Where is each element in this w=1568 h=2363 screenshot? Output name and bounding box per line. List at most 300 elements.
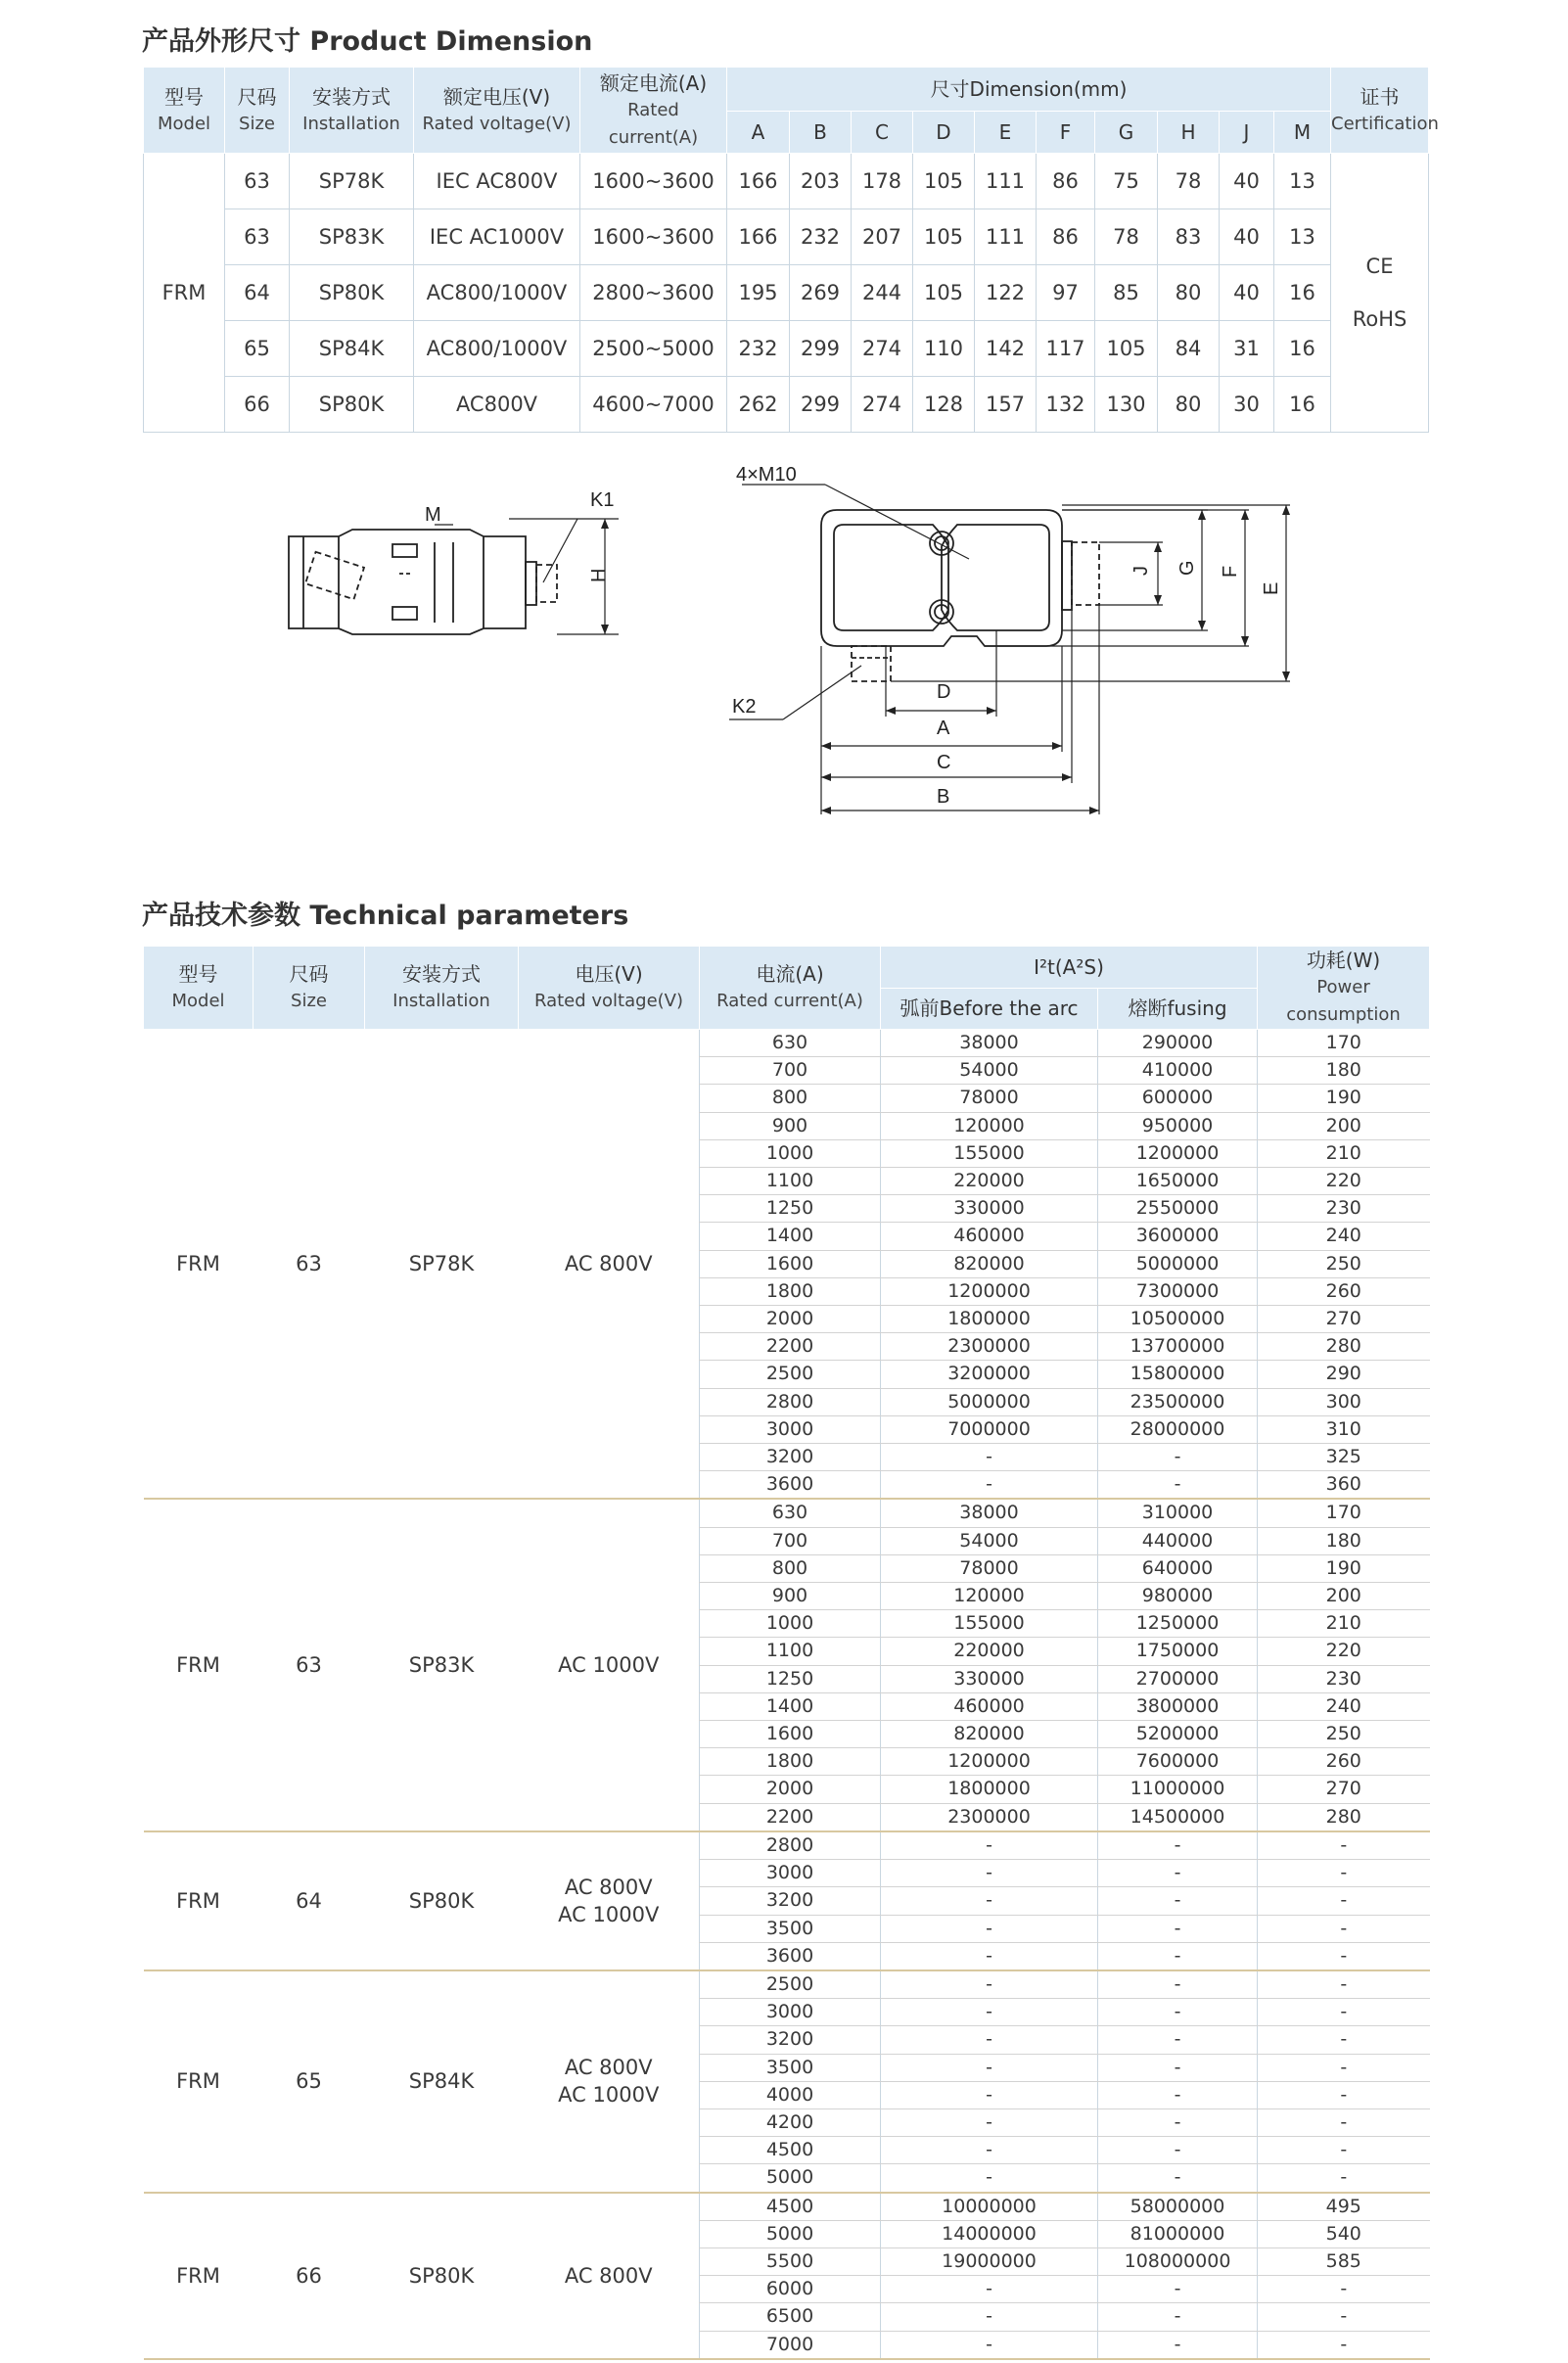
tech-current-cell: 3600 — [700, 1471, 881, 1500]
tech-fusing-cell: 1250000 — [1098, 1610, 1258, 1638]
tech-install-cell: SP80K — [365, 2193, 519, 2359]
dim-size-cell: 63 — [225, 209, 290, 265]
tech-power-cell: 230 — [1258, 1195, 1430, 1223]
dim-header-model: 型号 Model — [144, 68, 225, 154]
dim-value-cell: 105 — [1095, 321, 1158, 377]
tech-power-cell: - — [1258, 2164, 1430, 2193]
tech-fusing-cell: 980000 — [1098, 1583, 1258, 1610]
dim-value-cell: 105 — [913, 209, 975, 265]
label-g: G — [1176, 560, 1198, 576]
dim-value-cell: 269 — [790, 265, 852, 321]
tech-current-cell: 2000 — [700, 1306, 881, 1333]
dim-voltage-cell: IEC AC800V — [414, 154, 580, 209]
dim-col-header: J — [1220, 112, 1274, 154]
dim-col-header: D — [913, 112, 975, 154]
tech-current-cell: 2200 — [700, 1803, 881, 1831]
tech-current-cell: 3200 — [700, 1444, 881, 1471]
tech-power-cell: 180 — [1258, 1527, 1430, 1554]
dim-model-cell: FRM — [144, 154, 225, 433]
tech-power-cell: - — [1258, 2081, 1430, 2108]
tech-fusing-cell: - — [1098, 1887, 1258, 1915]
tech-current-cell: 2500 — [700, 1361, 881, 1388]
dim-install-cell: SP84K — [290, 321, 414, 377]
tech-install-cell: SP83K — [365, 1499, 519, 1830]
tech-power-cell: - — [1258, 1860, 1430, 1887]
tech-power-cell: 290 — [1258, 1361, 1430, 1388]
tech-prearc-cell: 2300000 — [881, 1803, 1098, 1831]
tech-table-row — [144, 1030, 1430, 1057]
tech-fusing-cell: - — [1098, 1471, 1258, 1500]
tech-prearc-cell: - — [881, 1999, 1098, 2026]
dim-value-cell: 299 — [790, 377, 852, 433]
tech-power-cell: 220 — [1258, 1638, 1430, 1665]
dimension-section-title: 产品外形尺寸 Product Dimension — [142, 26, 593, 57]
tech-power-cell: - — [1258, 1999, 1430, 2026]
dim-voltage-cell: IEC AC1000V — [414, 209, 580, 265]
tech-power-cell: 200 — [1258, 1583, 1430, 1610]
dim-install-cell: SP78K — [290, 154, 414, 209]
tech-prearc-cell: - — [881, 1471, 1098, 1500]
tech-prearc-cell: - — [881, 1887, 1098, 1915]
tech-current-cell: 3600 — [700, 1942, 881, 1970]
tech-current-cell: 3500 — [700, 1915, 881, 1942]
tech-power-cell: 250 — [1258, 1250, 1430, 1277]
dim-col-header: C — [852, 112, 913, 154]
dim-col-header: A — [727, 112, 790, 154]
tech-current-cell: 800 — [700, 1554, 881, 1582]
tech-power-cell: 200 — [1258, 1112, 1430, 1139]
tech-current-cell: 6500 — [700, 2303, 881, 2331]
tech-current-cell: 900 — [700, 1112, 881, 1139]
tech-prearc-cell: 820000 — [881, 1250, 1098, 1277]
dim-value-cell: 75 — [1095, 154, 1158, 209]
tech-fusing-cell: - — [1098, 1444, 1258, 1471]
dim-value-cell: 128 — [913, 377, 975, 433]
dim-value-cell: 78 — [1095, 209, 1158, 265]
label-k2: K2 — [732, 696, 757, 718]
label-h: H — [588, 568, 610, 582]
tech-power-cell: 270 — [1258, 1306, 1430, 1333]
dim-voltage-cell: AC800V — [414, 377, 580, 433]
dim-certification-cell — [1331, 154, 1429, 433]
dim-header-certification: 证书 Certification — [1331, 68, 1429, 154]
tech-prearc-cell: 14000000 — [881, 2220, 1098, 2247]
tech-current-cell: 3000 — [700, 1415, 881, 1443]
dim-table-row — [144, 209, 1429, 265]
dimension-drawing — [0, 440, 1568, 832]
tech-fusing-cell: 2700000 — [1098, 1665, 1258, 1692]
tech-fusing-cell: 2550000 — [1098, 1195, 1258, 1223]
tech-voltage-cell — [519, 1831, 700, 1970]
tech-fusing-cell: - — [1098, 1860, 1258, 1887]
label-e: E — [1261, 581, 1282, 595]
tech-current-cell: 3000 — [700, 1999, 881, 2026]
tech-fusing-cell: 440000 — [1098, 1527, 1258, 1554]
tech-header-current: 电流(A) Rated current(A) — [700, 947, 881, 1030]
tech-prearc-cell: 460000 — [881, 1692, 1098, 1720]
dim-value-cell: 274 — [852, 377, 913, 433]
label-k1: K1 — [590, 489, 615, 511]
tech-current-cell: 800 — [700, 1085, 881, 1112]
dim-value-cell: 111 — [975, 154, 1037, 209]
tech-fusing-cell: 14500000 — [1098, 1803, 1258, 1831]
dim-header-size: 尺码 Size — [225, 68, 290, 154]
dim-current-cell: 2800~3600 — [580, 265, 727, 321]
tech-current-cell: 1800 — [700, 1277, 881, 1305]
tech-header-installation: 安装方式 Installation — [365, 947, 519, 1030]
dim-value-cell: 166 — [727, 209, 790, 265]
cert-rohs: RoHS — [1352, 307, 1407, 331]
tech-current-cell: 3000 — [700, 1860, 881, 1887]
tech-power-cell: 260 — [1258, 1277, 1430, 1305]
tech-current-cell: 2200 — [700, 1333, 881, 1361]
tech-voltage-line: AC 800V — [564, 2056, 653, 2080]
tech-power-cell: - — [1258, 1831, 1430, 1860]
tech-fusing-cell: 5200000 — [1098, 1721, 1258, 1748]
tech-fusing-cell: 640000 — [1098, 1554, 1258, 1582]
dim-value-cell: 30 — [1220, 377, 1274, 433]
tech-model-cell: FRM — [144, 1030, 254, 1500]
tech-power-cell: - — [1258, 2331, 1430, 2359]
dim-col-header: H — [1158, 112, 1220, 154]
dim-col-header: E — [975, 112, 1037, 154]
tech-fusing-cell: 58000000 — [1098, 2193, 1258, 2221]
tech-current-cell: 4000 — [700, 2081, 881, 2108]
tech-prearc-cell: 330000 — [881, 1665, 1098, 1692]
tech-size-cell: 63 — [254, 1030, 365, 1500]
tech-power-cell: 325 — [1258, 1444, 1430, 1471]
tech-prearc-cell: - — [881, 1942, 1098, 1970]
tech-fusing-cell: 3800000 — [1098, 1692, 1258, 1720]
tech-current-cell: 1250 — [700, 1665, 881, 1692]
tech-fusing-cell: 81000000 — [1098, 2220, 1258, 2247]
tech-table-row — [144, 1831, 1430, 1860]
tech-header-prearc: 弧前Before the arc — [881, 988, 1098, 1030]
tech-install-cell: SP78K — [365, 1030, 519, 1500]
dim-current-cell: 4600~7000 — [580, 377, 727, 433]
dim-value-cell: 157 — [975, 377, 1037, 433]
tech-current-cell: 700 — [700, 1527, 881, 1554]
tech-fusing-cell: 23500000 — [1098, 1388, 1258, 1415]
tech-current-cell: 7000 — [700, 2331, 881, 2359]
tech-current-cell: 2000 — [700, 1776, 881, 1803]
tech-power-cell: 180 — [1258, 1057, 1430, 1085]
tech-current-cell: 2800 — [700, 1388, 881, 1415]
dim-install-cell: SP80K — [290, 377, 414, 433]
tech-fusing-cell: - — [1098, 2137, 1258, 2164]
tech-current-cell: 5000 — [700, 2164, 881, 2193]
tech-fusing-cell: 10500000 — [1098, 1306, 1258, 1333]
dim-value-cell: 299 — [790, 321, 852, 377]
tech-fusing-cell: - — [1098, 2276, 1258, 2303]
dim-voltage-cell: AC800/1000V — [414, 321, 580, 377]
tech-prearc-cell: - — [881, 2276, 1098, 2303]
tech-fusing-cell: 28000000 — [1098, 1415, 1258, 1443]
tech-current-cell: 700 — [700, 1057, 881, 1085]
dim-size-cell: 65 — [225, 321, 290, 377]
tech-power-cell: 190 — [1258, 1554, 1430, 1582]
tech-prearc-cell: 5000000 — [881, 1388, 1098, 1415]
tech-prearc-cell: 220000 — [881, 1638, 1098, 1665]
tech-power-cell: - — [1258, 2137, 1430, 2164]
dim-header-installation: 安装方式 Installation — [290, 68, 414, 154]
tech-fusing-cell: 1650000 — [1098, 1168, 1258, 1195]
tech-power-cell: 495 — [1258, 2193, 1430, 2221]
tech-prearc-cell: - — [881, 2164, 1098, 2193]
tech-current-cell: 900 — [700, 1583, 881, 1610]
dim-value-cell: 142 — [975, 321, 1037, 377]
tech-current-cell: 1000 — [700, 1139, 881, 1167]
tech-fusing-cell: 3600000 — [1098, 1223, 1258, 1250]
dim-header-voltage: 额定电压(V) Rated voltage(V) — [414, 68, 580, 154]
tech-voltage-line: AC 1000V — [558, 2083, 660, 2108]
tech-voltage-cell — [519, 1030, 700, 1500]
tech-current-cell: 1400 — [700, 1223, 881, 1250]
tech-fusing-cell: 410000 — [1098, 1057, 1258, 1085]
tech-prearc-cell: - — [881, 2137, 1098, 2164]
dim-size-cell: 66 — [225, 377, 290, 433]
tech-current-cell: 4500 — [700, 2193, 881, 2221]
tech-voltage-cell — [519, 2193, 700, 2359]
tech-prearc-cell: - — [881, 1970, 1098, 1999]
tech-voltage-line: AC 1000V — [558, 1902, 660, 1926]
tech-fusing-cell: - — [1098, 2026, 1258, 2054]
tech-voltage-line: AC 1000V — [558, 1653, 660, 1678]
tech-current-cell: 2500 — [700, 1970, 881, 1999]
tech-fusing-cell: - — [1098, 1831, 1258, 1860]
tech-prearc-cell: 120000 — [881, 1112, 1098, 1139]
tech-prearc-cell: 820000 — [881, 1721, 1098, 1748]
tech-header-i2t: I²t(A²S) — [881, 947, 1258, 989]
tech-current-cell: 6000 — [700, 2276, 881, 2303]
tech-model-cell: FRM — [144, 2193, 254, 2359]
tech-prearc-cell: 460000 — [881, 1223, 1098, 1250]
tech-prearc-cell: - — [881, 1860, 1098, 1887]
tech-current-cell: 1600 — [700, 1250, 881, 1277]
tech-current-cell: 1100 — [700, 1168, 881, 1195]
tech-fusing-cell: - — [1098, 2331, 1258, 2359]
label-m: M — [425, 504, 441, 526]
tech-prearc-cell: 38000 — [881, 1499, 1098, 1527]
label-f: F — [1220, 565, 1241, 578]
tech-power-cell: - — [1258, 2054, 1430, 2081]
tech-prearc-cell: 1200000 — [881, 1277, 1098, 1305]
tech-power-cell: 170 — [1258, 1499, 1430, 1527]
tech-model-cell: FRM — [144, 1831, 254, 1970]
tech-power-cell: 280 — [1258, 1803, 1430, 1831]
label-a: A — [937, 718, 950, 739]
tech-fusing-cell: - — [1098, 2303, 1258, 2331]
tech-prearc-cell: - — [881, 1831, 1098, 1860]
tech-prearc-cell: 155000 — [881, 1139, 1098, 1167]
dim-col-header: G — [1095, 112, 1158, 154]
tech-fusing-cell: 11000000 — [1098, 1776, 1258, 1803]
tech-power-cell: 210 — [1258, 1139, 1430, 1167]
tech-prearc-cell: 19000000 — [881, 2247, 1098, 2275]
dim-install-cell: SP80K — [290, 265, 414, 321]
tech-install-cell: SP84K — [365, 1970, 519, 2193]
tech-prearc-cell: - — [881, 2054, 1098, 2081]
tech-table-row — [144, 2193, 1430, 2221]
dim-table-row — [144, 265, 1429, 321]
dim-value-cell: 83 — [1158, 209, 1220, 265]
tech-size-cell: 65 — [254, 1970, 365, 2193]
tech-power-cell: - — [1258, 2026, 1430, 2054]
tech-fusing-cell: 108000000 — [1098, 2247, 1258, 2275]
dim-value-cell: 105 — [913, 154, 975, 209]
tech-fusing-cell: - — [1098, 2081, 1258, 2108]
dim-value-cell: 262 — [727, 377, 790, 433]
tech-current-cell: 1100 — [700, 1638, 881, 1665]
dim-table-row — [144, 377, 1429, 433]
tech-size-cell: 64 — [254, 1831, 365, 1970]
tech-power-cell: 220 — [1258, 1168, 1430, 1195]
tech-current-cell: 5500 — [700, 2247, 881, 2275]
tech-current-cell: 5000 — [700, 2220, 881, 2247]
dim-voltage-cell: AC800/1000V — [414, 265, 580, 321]
tech-fusing-cell: 600000 — [1098, 1085, 1258, 1112]
dim-value-cell: 105 — [913, 265, 975, 321]
tech-prearc-cell: 120000 — [881, 1583, 1098, 1610]
tech-prearc-cell: - — [881, 2081, 1098, 2108]
tech-size-cell: 63 — [254, 1499, 365, 1830]
cert-ce: CE — [1365, 255, 1394, 278]
technical-section-title: 产品技术参数 Technical parameters — [142, 901, 629, 931]
tech-fusing-cell: 15800000 — [1098, 1361, 1258, 1388]
dim-value-cell: 84 — [1158, 321, 1220, 377]
tech-current-cell: 4200 — [700, 2108, 881, 2136]
tech-prearc-cell: 54000 — [881, 1527, 1098, 1554]
dim-value-cell: 40 — [1220, 265, 1274, 321]
tech-header-model: 型号 Model — [144, 947, 254, 1030]
tech-power-cell: - — [1258, 1915, 1430, 1942]
tech-prearc-cell: 220000 — [881, 1168, 1098, 1195]
tech-prearc-cell: 78000 — [881, 1085, 1098, 1112]
dim-value-cell: 244 — [852, 265, 913, 321]
tech-power-cell: 540 — [1258, 2220, 1430, 2247]
tech-fusing-cell: 310000 — [1098, 1499, 1258, 1527]
tech-fusing-cell: - — [1098, 2054, 1258, 2081]
tech-prearc-cell: 10000000 — [881, 2193, 1098, 2221]
technical-table — [143, 946, 1430, 2360]
tech-prearc-cell: 7000000 — [881, 1415, 1098, 1443]
tech-prearc-cell: - — [881, 1915, 1098, 1942]
tech-current-cell: 3200 — [700, 2026, 881, 2054]
tech-fusing-cell: - — [1098, 1970, 1258, 1999]
tech-current-cell: 3200 — [700, 1887, 881, 1915]
tech-power-cell: - — [1258, 2108, 1430, 2136]
dim-header-current: 额定电流(A) Rated current(A) — [580, 68, 727, 154]
tech-header-size: 尺码 Size — [254, 947, 365, 1030]
tech-prearc-cell: 1800000 — [881, 1776, 1098, 1803]
tech-header-voltage: 电压(V) Rated voltage(V) — [519, 947, 700, 1030]
dim-value-cell: 16 — [1274, 377, 1331, 433]
dim-col-header: M — [1274, 112, 1331, 154]
dim-value-cell: 178 — [852, 154, 913, 209]
dim-value-cell: 31 — [1220, 321, 1274, 377]
dim-value-cell: 16 — [1274, 321, 1331, 377]
tech-fusing-cell: 290000 — [1098, 1030, 1258, 1057]
tech-power-cell: 280 — [1258, 1333, 1430, 1361]
tech-voltage-cell — [519, 1970, 700, 2193]
tech-prearc-cell: - — [881, 1444, 1098, 1471]
tech-prearc-cell: - — [881, 2331, 1098, 2359]
tech-current-cell: 1400 — [700, 1692, 881, 1720]
tech-fusing-cell: 1200000 — [1098, 1139, 1258, 1167]
dim-value-cell: 130 — [1095, 377, 1158, 433]
dim-value-cell: 274 — [852, 321, 913, 377]
tech-prearc-cell: - — [881, 2026, 1098, 2054]
dim-size-cell: 64 — [225, 265, 290, 321]
tech-power-cell: 360 — [1258, 1471, 1430, 1500]
dim-value-cell: 13 — [1274, 209, 1331, 265]
tech-prearc-cell: 1200000 — [881, 1748, 1098, 1776]
tech-fusing-cell: - — [1098, 2164, 1258, 2193]
dim-value-cell: 110 — [913, 321, 975, 377]
tech-fusing-cell: - — [1098, 1942, 1258, 1970]
dim-size-cell: 63 — [225, 154, 290, 209]
tech-fusing-cell: 7600000 — [1098, 1748, 1258, 1776]
dim-value-cell: 97 — [1037, 265, 1095, 321]
dim-value-cell: 80 — [1158, 265, 1220, 321]
tech-prearc-cell: 330000 — [881, 1195, 1098, 1223]
tech-table-row — [144, 1499, 1430, 1527]
tech-current-cell: 630 — [700, 1030, 881, 1057]
tech-power-cell: - — [1258, 1942, 1430, 1970]
tech-power-cell: 190 — [1258, 1085, 1430, 1112]
dim-col-header: F — [1037, 112, 1095, 154]
dim-value-cell: 40 — [1220, 209, 1274, 265]
dim-value-cell: 232 — [727, 321, 790, 377]
tech-fusing-cell: 5000000 — [1098, 1250, 1258, 1277]
dim-value-cell: 207 — [852, 209, 913, 265]
tech-table-row — [144, 1970, 1430, 1999]
tech-prearc-cell: 38000 — [881, 1030, 1098, 1057]
dim-table-row — [144, 154, 1429, 209]
dim-value-cell: 85 — [1095, 265, 1158, 321]
tech-power-cell: 270 — [1258, 1776, 1430, 1803]
tech-header-power: 功耗(W) Power consumption — [1258, 947, 1430, 1030]
tech-current-cell: 4500 — [700, 2137, 881, 2164]
tech-power-cell: 170 — [1258, 1030, 1430, 1057]
dim-value-cell: 195 — [727, 265, 790, 321]
tech-current-cell: 1000 — [700, 1610, 881, 1638]
tech-current-cell: 1800 — [700, 1748, 881, 1776]
label-d: D — [937, 681, 951, 703]
dim-current-cell: 1600~3600 — [580, 209, 727, 265]
tech-power-cell: 240 — [1258, 1223, 1430, 1250]
dim-value-cell: 80 — [1158, 377, 1220, 433]
tech-prearc-cell: 78000 — [881, 1554, 1098, 1582]
dim-value-cell: 78 — [1158, 154, 1220, 209]
tech-power-cell: 250 — [1258, 1721, 1430, 1748]
tech-power-cell: - — [1258, 1887, 1430, 1915]
dim-value-cell: 203 — [790, 154, 852, 209]
tech-fusing-cell: - — [1098, 1915, 1258, 1942]
tech-current-cell: 2800 — [700, 1831, 881, 1860]
tech-header-fusing: 熔断fusing — [1098, 988, 1258, 1030]
dim-value-cell: 232 — [790, 209, 852, 265]
tech-power-cell: 585 — [1258, 2247, 1430, 2275]
tech-power-cell: 210 — [1258, 1610, 1430, 1638]
tech-power-cell: - — [1258, 2276, 1430, 2303]
tech-prearc-cell: 3200000 — [881, 1361, 1098, 1388]
dim-value-cell: 40 — [1220, 154, 1274, 209]
tech-power-cell: 310 — [1258, 1415, 1430, 1443]
dim-value-cell: 111 — [975, 209, 1037, 265]
dim-header-dimension-group: 尺寸Dimension(mm) — [727, 68, 1331, 112]
tech-power-cell: 230 — [1258, 1665, 1430, 1692]
